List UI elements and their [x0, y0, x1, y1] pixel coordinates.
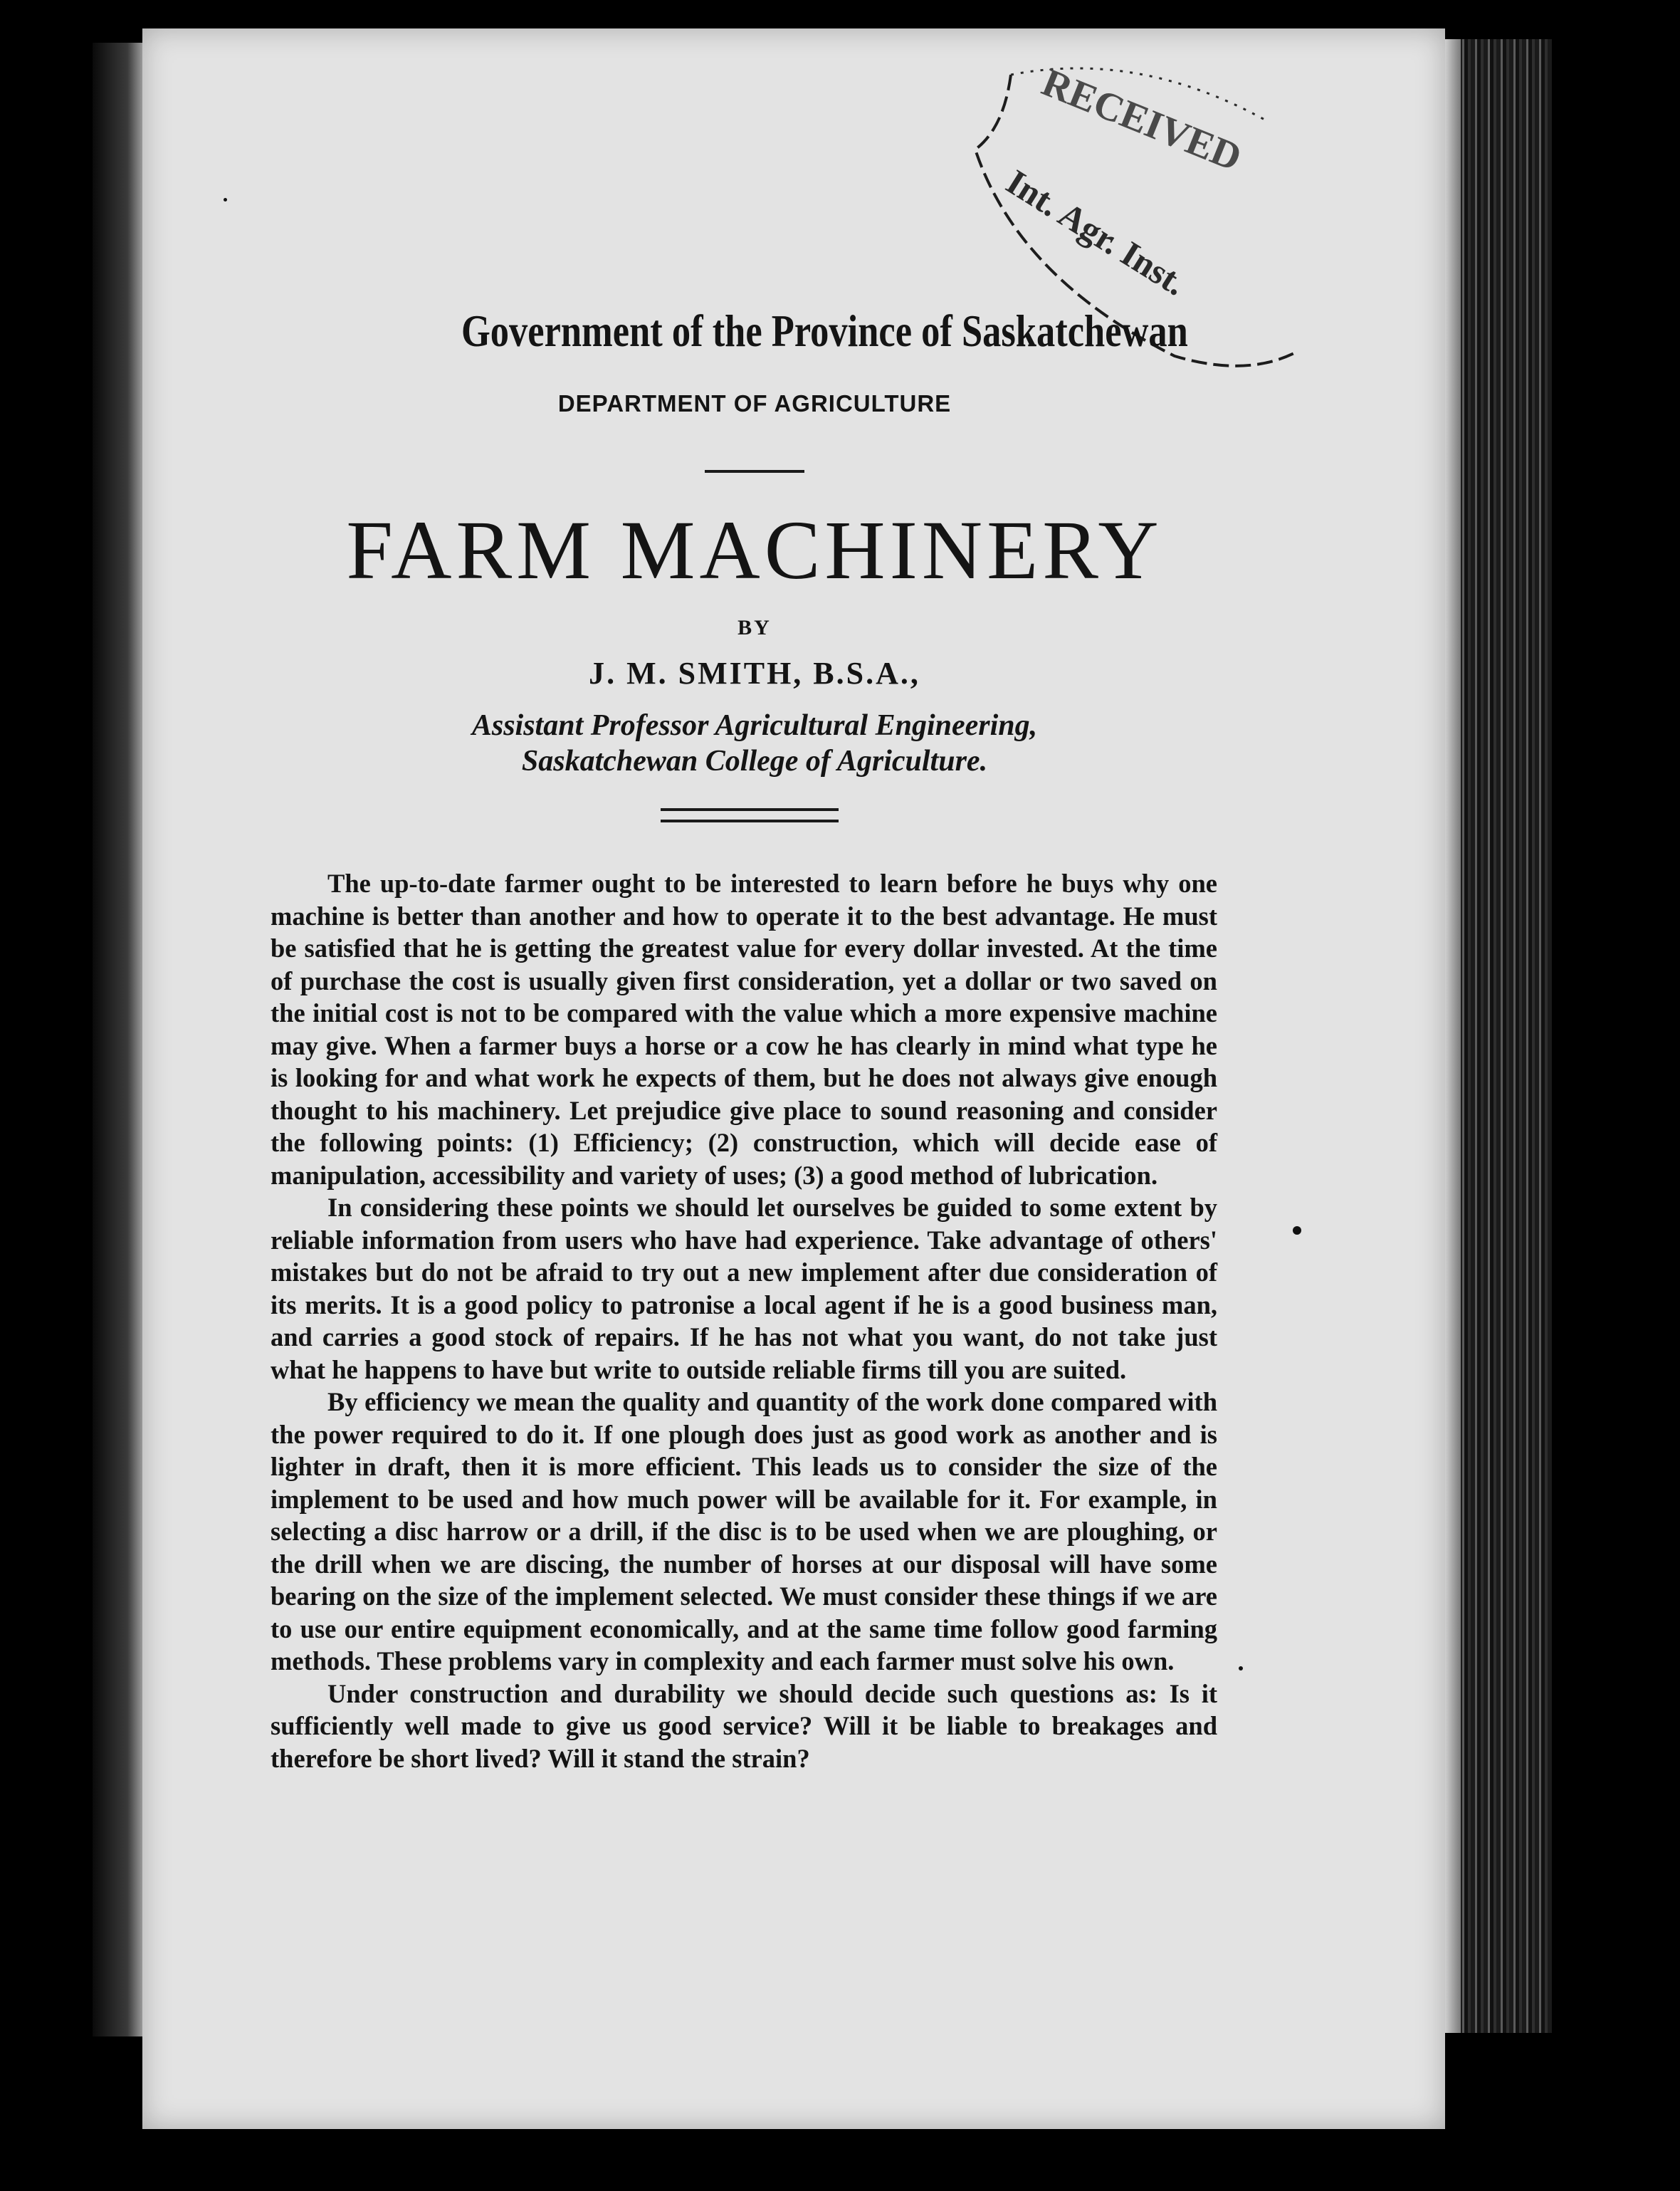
binding-shadow: [93, 43, 142, 2036]
ink-speck: [1239, 1666, 1243, 1670]
document-title: FARM MACHINERY: [346, 503, 1163, 597]
paragraph-guidance: In considering these points we should let ourselves be guided to some extent by reliable information from users who have had experience. Take advantage of others' mistakes but do not be afraid to try out a new implement after due consideration of its merits. It is a good policy to patronise a local agent if he is a good business man, and carries a good stock of repairs. If he has not what you want, do not take just what he happens to have but write to outside reliable firms till you are suited.: [271, 1193, 1217, 1384]
title-divider: [705, 470, 804, 473]
paragraph-efficiency: By efficiency we mean the quality and quantity of the work done compared with the power required to do it. If one plough does just as good work as another and is lighter in draft, then it is more efficient. This leads us to consider the size of the implement to be used and how much power will be available for it. For example, in selecting a disc harrow or a drill, if the disc is to be used when we are ploughing, or the drill when we are discing, the number of horses at our disposal will have some bearing on the size of the implement selected. We must consider these things if we are to use our entire equipment economically, and at the same time follow good farming methods. These problems vary in complexity and each farmer must solve his own.: [271, 1387, 1217, 1675]
author-name: J. M. SMITH, B.S.A.,: [589, 656, 920, 691]
body-text: [271, 867, 1217, 1774]
author-title: Assistant Professor Agricultural Engineering,: [471, 709, 1038, 742]
ink-speck: [224, 198, 227, 202]
department-heading: DEPARTMENT OF AGRICULTURE: [557, 390, 952, 417]
stamp-received-text: RECEIVED: [1036, 60, 1248, 180]
ink-speck: [1293, 1226, 1301, 1235]
byline-by: BY: [737, 616, 772, 639]
paragraph-intro: The up-to-date farmer ought to be interested to learn before he buys why one machine is better than another and how to operate it to the best advantage. He must be satisfied that he is getting the greatest value for every dollar invested. At the time of purchase the cost is usually given first consideration, yet a dollar or two saved on the initial cost is not to be compared with the value which a more expensive machine may give. When a farmer buys a horse or a cow he has clearly in mind what type he is looking for and what work he expects of them, but he does not always give enough thought to his machinery. Let prejudice give place to sound reasoning and consider the following points: (1) Efficiency; (2) construction, which will decide ease of manipulation, accessibility and variety of uses; (3) a good method of lubrication.: [271, 869, 1217, 1190]
government-heading: Government of the Province of Saskatchewan: [461, 305, 1188, 356]
paragraph-construction: Under construction and durability we should decide such questions as: Is it sufficiently well made to give us good service? Will it be liable to breakages and therefore be short lived? Will it stand the strain?: [271, 1678, 1217, 1773]
section-divider: [661, 808, 839, 822]
stamp-institute-text: Int. Agr. Inst.: [999, 161, 1194, 303]
author-institution: Saskatchewan College of Agriculture.: [521, 745, 988, 778]
